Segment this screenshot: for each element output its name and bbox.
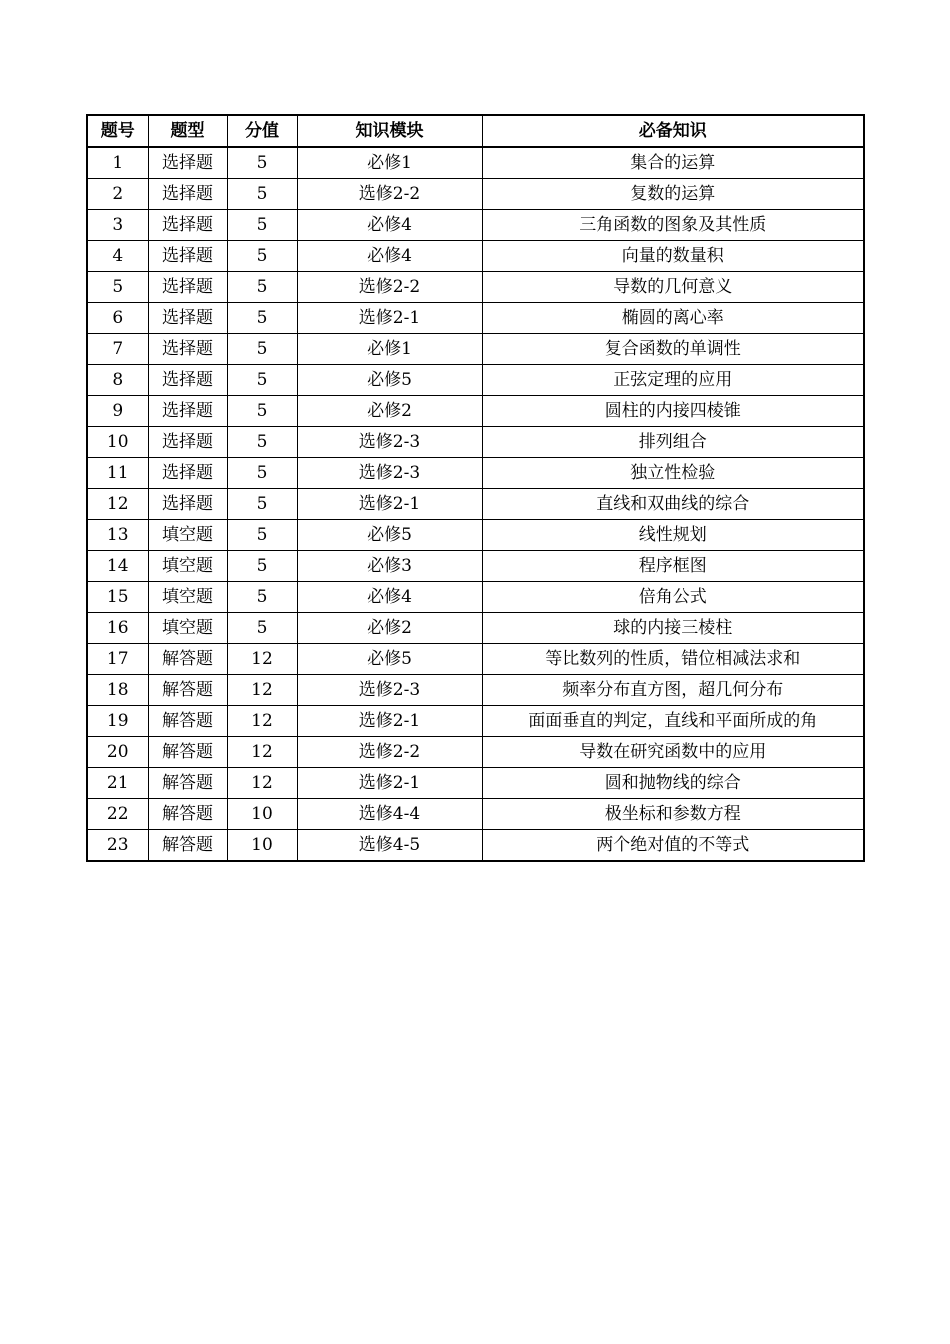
cell-knowledge-module: 必修2 [297,613,482,644]
cell-score: 12 [227,644,297,675]
cell-score: 5 [227,147,297,179]
cell-question-type: 选择题 [148,241,227,272]
cell-question-type: 选择题 [148,365,227,396]
cell-score: 5 [227,551,297,582]
cell-score: 5 [227,427,297,458]
cell-question-number: 6 [87,303,148,334]
cell-score: 5 [227,365,297,396]
cell-question-type: 选择题 [148,303,227,334]
cell-required-knowledge: 圆柱的内接四棱锥 [482,396,864,427]
cell-required-knowledge: 直线和双曲线的综合 [482,489,864,520]
cell-question-type: 解答题 [148,644,227,675]
cell-question-number: 4 [87,241,148,272]
cell-required-knowledge: 线性规划 [482,520,864,551]
cell-required-knowledge: 面面垂直的判定，直线和平面所成的角 [482,706,864,737]
cell-knowledge-module: 选修2-3 [297,427,482,458]
cell-required-knowledge: 三角函数的图象及其性质 [482,210,864,241]
cell-question-number: 3 [87,210,148,241]
cell-required-knowledge: 复数的运算 [482,179,864,210]
table-row [87,799,864,830]
cell-question-type: 解答题 [148,799,227,830]
cell-required-knowledge: 向量的数量积 [482,241,864,272]
cell-score: 5 [227,179,297,210]
cell-question-type: 选择题 [148,334,227,365]
table-row [87,396,864,427]
cell-question-type: 选择题 [148,147,227,179]
cell-score: 12 [227,768,297,799]
cell-knowledge-module: 选修2-3 [297,675,482,706]
cell-question-number: 20 [87,737,148,768]
cell-score: 5 [227,396,297,427]
cell-score: 5 [227,241,297,272]
cell-required-knowledge: 程序框图 [482,551,864,582]
cell-score: 5 [227,613,297,644]
cell-question-number: 17 [87,644,148,675]
table-row [87,582,864,613]
table-row [87,830,864,862]
cell-question-number: 12 [87,489,148,520]
cell-question-type: 解答题 [148,768,227,799]
cell-question-number: 8 [87,365,148,396]
table-row [87,210,864,241]
header-question-type: 题型 [148,115,227,147]
cell-required-knowledge: 正弦定理的应用 [482,365,864,396]
cell-question-type: 解答题 [148,830,227,862]
knowledge-table [86,114,865,862]
cell-question-number: 19 [87,706,148,737]
cell-question-type: 选择题 [148,210,227,241]
cell-required-knowledge: 倍角公式 [482,582,864,613]
cell-knowledge-module: 必修4 [297,210,482,241]
header-knowledge-module: 知识模块 [297,115,482,147]
cell-score: 5 [227,520,297,551]
cell-score: 5 [227,272,297,303]
cell-question-type: 选择题 [148,427,227,458]
cell-question-type: 填空题 [148,520,227,551]
cell-question-number: 18 [87,675,148,706]
table-row [87,520,864,551]
cell-question-number: 14 [87,551,148,582]
cell-knowledge-module: 必修5 [297,365,482,396]
cell-knowledge-module: 必修5 [297,520,482,551]
cell-knowledge-module: 选修4-4 [297,799,482,830]
cell-score: 10 [227,799,297,830]
cell-required-knowledge: 两个绝对值的不等式 [482,830,864,862]
table-row [87,458,864,489]
header-score: 分值 [227,115,297,147]
cell-question-type: 填空题 [148,582,227,613]
cell-question-type: 选择题 [148,489,227,520]
cell-knowledge-module: 必修2 [297,396,482,427]
cell-knowledge-module: 必修1 [297,147,482,179]
cell-question-number: 9 [87,396,148,427]
cell-question-type: 选择题 [148,396,227,427]
cell-knowledge-module: 选修2-2 [297,737,482,768]
table-row [87,768,864,799]
cell-knowledge-module: 必修5 [297,644,482,675]
cell-question-number: 10 [87,427,148,458]
cell-knowledge-module: 选修2-1 [297,768,482,799]
cell-required-knowledge: 频率分布直方图，超几何分布 [482,675,864,706]
cell-score: 5 [227,582,297,613]
cell-question-number: 13 [87,520,148,551]
cell-score: 5 [227,489,297,520]
cell-knowledge-module: 选修2-2 [297,272,482,303]
cell-question-number: 22 [87,799,148,830]
table-row [87,613,864,644]
cell-score: 5 [227,210,297,241]
cell-question-type: 解答题 [148,706,227,737]
cell-knowledge-module: 选修2-1 [297,303,482,334]
cell-question-number: 5 [87,272,148,303]
cell-required-knowledge: 球的内接三棱柱 [482,613,864,644]
cell-score: 12 [227,737,297,768]
cell-question-number: 15 [87,582,148,613]
cell-score: 5 [227,334,297,365]
cell-question-number: 16 [87,613,148,644]
cell-knowledge-module: 选修4-5 [297,830,482,862]
cell-question-number: 7 [87,334,148,365]
cell-score: 5 [227,458,297,489]
cell-question-type: 解答题 [148,737,227,768]
cell-question-number: 2 [87,179,148,210]
cell-knowledge-module: 必修3 [297,551,482,582]
cell-required-knowledge: 排列组合 [482,427,864,458]
table-row [87,489,864,520]
table-row [87,706,864,737]
cell-required-knowledge: 等比数列的性质，错位相减法求和 [482,644,864,675]
cell-knowledge-module: 选修2-3 [297,458,482,489]
cell-knowledge-module: 必修4 [297,241,482,272]
table-row [87,365,864,396]
cell-question-type: 选择题 [148,272,227,303]
cell-question-type: 填空题 [148,551,227,582]
table-row [87,241,864,272]
table-row [87,147,864,179]
cell-question-type: 选择题 [148,458,227,489]
table-header [87,115,864,147]
table-body [87,147,864,861]
cell-question-type: 解答题 [148,675,227,706]
cell-required-knowledge: 独立性检验 [482,458,864,489]
cell-question-type: 填空题 [148,613,227,644]
cell-required-knowledge: 复合函数的单调性 [482,334,864,365]
cell-knowledge-module: 选修2-1 [297,706,482,737]
cell-question-number: 23 [87,830,148,862]
cell-question-number: 21 [87,768,148,799]
cell-required-knowledge: 导数的几何意义 [482,272,864,303]
table-row [87,644,864,675]
cell-score: 12 [227,706,297,737]
table-row [87,179,864,210]
cell-required-knowledge: 导数在研究函数中的应用 [482,737,864,768]
table-row [87,303,864,334]
cell-required-knowledge: 集合的运算 [482,147,864,179]
cell-knowledge-module: 必修1 [297,334,482,365]
header-question-number: 题号 [87,115,148,147]
table-row [87,675,864,706]
table-row [87,272,864,303]
cell-question-number: 1 [87,147,148,179]
cell-score: 10 [227,830,297,862]
cell-score: 5 [227,303,297,334]
table-row [87,551,864,582]
header-required-knowledge: 必备知识 [482,115,864,147]
cell-required-knowledge: 椭圆的离心率 [482,303,864,334]
cell-question-number: 11 [87,458,148,489]
cell-score: 12 [227,675,297,706]
table-row [87,427,864,458]
cell-knowledge-module: 选修2-1 [297,489,482,520]
header-row [87,115,864,147]
cell-required-knowledge: 极坐标和参数方程 [482,799,864,830]
cell-knowledge-module: 选修2-2 [297,179,482,210]
table-row [87,334,864,365]
table-row [87,737,864,768]
cell-knowledge-module: 必修4 [297,582,482,613]
cell-question-type: 选择题 [148,179,227,210]
cell-required-knowledge: 圆和抛物线的综合 [482,768,864,799]
